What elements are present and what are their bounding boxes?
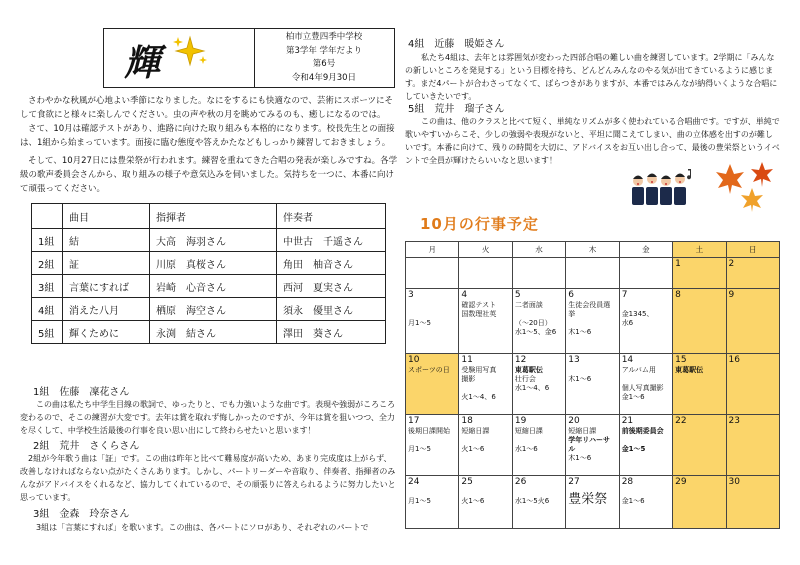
calendar-day-cell bbox=[673, 476, 726, 529]
calendar-day-cell bbox=[459, 354, 512, 415]
calendar-day-number: 1 bbox=[675, 259, 681, 269]
conductor-cell: 川原 真桜さん bbox=[150, 252, 277, 275]
calendar-day-cell bbox=[459, 289, 512, 354]
calendar-event-text: 受験用写真 bbox=[461, 366, 497, 374]
calendar-event-text: 撮影 bbox=[461, 375, 476, 383]
calendar-event-text: 金1345、 bbox=[621, 310, 654, 318]
calendar-day-number: 9 bbox=[728, 290, 735, 300]
calendar-day-cell bbox=[566, 289, 619, 354]
calendar-event-text bbox=[515, 310, 563, 319]
calendar-day-cell bbox=[512, 415, 565, 476]
calendar-week-row bbox=[406, 354, 780, 415]
calendar-day-number: 7 bbox=[621, 290, 628, 300]
table-header-cell bbox=[32, 204, 63, 229]
calendar-day-number: 20 bbox=[568, 416, 580, 426]
song-cell: 証 bbox=[63, 252, 150, 275]
comment-3-heading: 3組 金森 玲奈さん bbox=[33, 509, 130, 520]
calendar-day-number: 26 bbox=[514, 477, 527, 487]
weekday-cell: 火 bbox=[459, 242, 512, 258]
calendar-day-number: 4 bbox=[461, 290, 468, 300]
calendar-week-row bbox=[406, 415, 780, 476]
calendar-event-text: 東葛駅伝 bbox=[514, 366, 543, 374]
calendar-day-cell bbox=[726, 289, 779, 354]
calendar-event-text: 短縮日課 bbox=[568, 427, 597, 435]
school-name: 柏市立豊四季中学校 bbox=[285, 32, 363, 42]
calendar-event-text: 金1～5 bbox=[621, 445, 646, 453]
table-row bbox=[32, 229, 386, 252]
conductor-cell: 大高 海羽さん bbox=[150, 229, 277, 252]
calendar-day-cell bbox=[566, 258, 619, 289]
calendar-day-cell bbox=[619, 289, 672, 354]
comment-5-heading: 5組 荒井 瑠子さん bbox=[408, 104, 505, 115]
calendar-day-cell bbox=[726, 258, 779, 289]
weekday-cell: 金 bbox=[619, 242, 672, 258]
calendar-event-text: 生徒会役員選挙 bbox=[568, 301, 611, 318]
calendar-day-number: 15 bbox=[675, 355, 687, 365]
calendar-day-number: 16 bbox=[728, 355, 740, 365]
class-cell: 1組 bbox=[32, 229, 63, 252]
calendar-event-text bbox=[408, 310, 456, 319]
conductor-cell: 栖原 海空さん bbox=[150, 298, 277, 321]
calendar-event-text: 短縮日課 bbox=[514, 427, 543, 435]
calendar-day-cell bbox=[673, 415, 726, 476]
calendar-event-text: 木1～6 bbox=[568, 375, 592, 383]
calendar-event-text bbox=[622, 436, 670, 445]
class-cell: 2組 bbox=[32, 252, 63, 275]
calendar-day-cell bbox=[459, 476, 512, 529]
accompanist-cell: 須永 優里さん bbox=[277, 298, 386, 321]
calendar-day-cell bbox=[566, 415, 619, 476]
title-cell bbox=[104, 29, 255, 87]
calendar-day-number: 17 bbox=[408, 416, 420, 426]
calendar-event-text bbox=[622, 301, 670, 310]
choir-illustration bbox=[628, 165, 698, 207]
october-calendar bbox=[405, 241, 780, 529]
calendar-event-text: 二者面談 bbox=[514, 301, 543, 309]
weekday-cell: 土 bbox=[673, 242, 726, 258]
calendar-event-text: 個人写真撮影 bbox=[621, 384, 664, 392]
intro-paragraph-2: さて、10月は確認テストがあり、進路に向けた取り組みも本格的になります。校長先生との面接は、1組から始まっています。面接に臨む態度や答えかたなどもしっかり練習しておきましょう。 bbox=[20, 124, 395, 148]
calendar-day-number: 13 bbox=[568, 355, 580, 365]
table-row bbox=[32, 321, 386, 344]
calendar-event-text bbox=[461, 488, 509, 497]
calendar-day-cell bbox=[619, 354, 672, 415]
calendar-day-number: 23 bbox=[728, 416, 740, 426]
class-cell: 4組 bbox=[32, 298, 63, 321]
calendar-day-cell bbox=[726, 354, 779, 415]
calendar-event-text: （～20日） bbox=[514, 319, 552, 327]
calendar-day-number: 8 bbox=[675, 290, 681, 300]
calendar-day-number: 29 bbox=[675, 477, 687, 487]
calendar-day-number: 21 bbox=[621, 416, 634, 426]
accompanist-cell: 中世古 千遥さん bbox=[277, 229, 386, 252]
autumn-leaves-illustration bbox=[712, 160, 782, 212]
conductor-cell: 岩崎 心音さん bbox=[150, 275, 277, 298]
calendar-day-cell bbox=[619, 258, 672, 289]
calendar-week-row bbox=[406, 289, 780, 354]
calendar-day-number: 11 bbox=[461, 355, 473, 365]
calendar-day-number: 5 bbox=[514, 290, 521, 300]
calendar-event-text: 前後期委員会 bbox=[621, 427, 664, 435]
calendar-day-cell bbox=[566, 476, 619, 529]
calendar-event-text bbox=[461, 384, 509, 393]
calendar-event-text: 水1～4、6 bbox=[514, 384, 550, 392]
calendar-day-number: 3 bbox=[408, 290, 414, 300]
calendar-event-text: 後期日課開始 bbox=[408, 427, 450, 435]
issue-number: 第6号 bbox=[312, 59, 336, 69]
calendar-event-text bbox=[515, 488, 563, 497]
calendar-day-cell bbox=[512, 354, 565, 415]
comment-1-heading: 1組 佐藤 凜花さん bbox=[33, 387, 130, 398]
table-row bbox=[32, 298, 386, 321]
calendar-title: 10月の行事予定 bbox=[420, 215, 539, 233]
weekday-cell: 日 bbox=[726, 242, 779, 258]
weekday-cell: 木 bbox=[566, 242, 619, 258]
table-row bbox=[32, 275, 386, 298]
weekday-cell: 水 bbox=[512, 242, 565, 258]
calendar-event-text: 国数理社英 bbox=[461, 310, 497, 318]
calendar-day-cell bbox=[459, 415, 512, 476]
calendar-event-text: 豊栄祭 bbox=[568, 492, 608, 507]
calendar-day-number: 19 bbox=[514, 416, 527, 426]
comment-4-body: 私たち4組は、去年とは雰囲気が変わった四部合唱の難しい曲を練習しています。2学期に「みんなの新しいところを発見する」という目標を持ち、どんどんみんなのやる気が出てきているように感じます。まだ4パートが合わさってなくて、ばらつきがありますが、本番ではみんなが納得いくような合唱にしていきたいです。 bbox=[405, 53, 778, 101]
calendar-day-cell bbox=[619, 415, 672, 476]
calendar-day-number: 6 bbox=[568, 290, 574, 300]
calendar-day-cell bbox=[726, 476, 779, 529]
calendar-event-text: 木1～6 bbox=[568, 454, 592, 462]
newsletter-title: 輝 bbox=[124, 42, 161, 84]
song-cell: 言葉にすれば bbox=[63, 275, 150, 298]
calendar-event-text bbox=[408, 488, 456, 497]
calendar-day-number: 30 bbox=[728, 477, 740, 487]
calendar-day-number: 25 bbox=[461, 477, 473, 487]
intro-paragraph-1: さわやかな秋風が心地よい季節になりました。なにをするにも快適なので、芸術にスポーツにそして食欲にと様々に楽しんでください。虫の声や秋の月を眺めてみるのも、癒しになるのでは。 bbox=[20, 96, 393, 120]
calendar-event-text: 水1～6 bbox=[514, 445, 538, 453]
song-cell: 消えた八月 bbox=[63, 298, 150, 321]
calendar-event-text: 短縮日課 bbox=[461, 427, 490, 435]
weekday-cell: 月 bbox=[406, 242, 459, 258]
table-header-cell: 伴奏者 bbox=[277, 204, 386, 229]
calendar-event-text bbox=[408, 436, 456, 445]
calendar-day-cell bbox=[459, 258, 512, 289]
calendar-day-number: 28 bbox=[621, 477, 634, 487]
class-cell: 5組 bbox=[32, 321, 63, 344]
calendar-day-cell bbox=[406, 415, 459, 476]
calendar-event-text: 東葛駅伝 bbox=[675, 366, 704, 374]
calendar-event-text: 水1～5火6 bbox=[514, 497, 550, 505]
comment-3-body: 3組は「言葉にすれば」を歌います。この曲は、各パートにソロがあり、それぞれのパートで bbox=[36, 523, 369, 532]
calendar-day-number: 10 bbox=[408, 355, 420, 365]
calendar-event-text: スポーツの日 bbox=[408, 366, 450, 374]
table-row bbox=[32, 252, 386, 275]
class-cell: 3組 bbox=[32, 275, 63, 298]
calendar-day-number: 27 bbox=[568, 477, 580, 487]
calendar-day-number: 12 bbox=[514, 355, 527, 365]
calendar-day-number: 14 bbox=[621, 355, 634, 365]
accompanist-cell: 澤田 葵さん bbox=[277, 321, 386, 344]
issue-info bbox=[254, 29, 394, 89]
calendar-event-text: 火1～6 bbox=[461, 445, 485, 453]
calendar-day-number: 24 bbox=[408, 477, 420, 487]
conductor-cell: 永渕 結さん bbox=[150, 321, 277, 344]
calendar-event-text: 確認テスト bbox=[461, 301, 497, 309]
calendar-day-cell bbox=[673, 258, 726, 289]
calendar-event-text: 学年リハーサル bbox=[568, 436, 611, 453]
table-header-cell: 曲目 bbox=[63, 204, 150, 229]
newsletter-name: 第3学年 学年だより bbox=[285, 45, 363, 56]
calendar-event-text: 月1～5 bbox=[408, 497, 431, 505]
calendar-day-cell bbox=[566, 354, 619, 415]
calendar-day-cell bbox=[512, 258, 565, 289]
calendar-day-cell bbox=[406, 258, 459, 289]
intro-paragraph-3: そして、10月27日には豊栄祭が行われます。練習を重ねてきた合唱の発表が楽しみですね。各学級の歌声委員会さんから、取り組みの様子や意気込みを伺いました。気持ちを一つに、本番に向けて頑張ってください。 bbox=[20, 156, 398, 194]
calendar-day-cell bbox=[406, 476, 459, 529]
calendar-day-cell bbox=[406, 289, 459, 354]
sparkle-icon bbox=[170, 33, 210, 67]
accompanist-cell: 西河 夏実さん bbox=[277, 275, 386, 298]
calendar-event-text: 水6 bbox=[621, 319, 634, 327]
newsletter-header bbox=[103, 28, 395, 88]
calendar-event-text bbox=[515, 436, 563, 445]
song-cell: 輝くために bbox=[63, 321, 150, 344]
calendar-event-text: 金1～6 bbox=[621, 393, 645, 401]
calendar-weekday-row bbox=[406, 242, 780, 258]
comment-2-heading: 2組 荒井 さくらさん bbox=[33, 441, 140, 452]
calendar-week-row bbox=[406, 258, 780, 289]
comment-1-body: この曲は私たち中学生目線の歌詞で、ゆったりと、でも力強いような曲です。表現や強弱がころころ変わるので、そこの練習が大変です。去年は賞を取れず悔しかったのですが、今年は賞を狙いつつ、全力を尽くして、中学校生活最後の行事を良い思い出にして終わらせたいと思います！ bbox=[20, 400, 396, 435]
calendar-day-cell bbox=[512, 476, 565, 529]
calendar-event-text: アルバム用 bbox=[621, 366, 656, 374]
calendar-week-row bbox=[406, 476, 780, 529]
calendar-day-cell bbox=[406, 354, 459, 415]
calendar-event-text bbox=[568, 319, 616, 328]
calendar-day-cell bbox=[726, 415, 779, 476]
calendar-event-text bbox=[461, 436, 509, 445]
calendar-event-text bbox=[408, 301, 456, 310]
calendar-event-text bbox=[622, 488, 670, 497]
comment-5-body: この曲は、他のクラスと比べて短く、単純なリズムが多く使われている合唱曲です。ですが、単純で歌いやすいからこそ、少しの強弱や表現がないと、平坦に聞こえてしまい、曲の立体感を出すのが難しいです。本番に向けて、残りの時間を大切に、アドバイスをお互い出し合って、最後の豊栄祭というイベントで全員が輝けたらいいなと思います！ bbox=[405, 117, 780, 165]
calendar-event-text bbox=[622, 375, 670, 384]
comment-4-heading: 4組 近藤 暖姫さん bbox=[408, 39, 505, 50]
calendar-day-number: 18 bbox=[461, 416, 473, 426]
calendar-event-text: 月1～5 bbox=[408, 445, 431, 453]
table-header-row bbox=[32, 204, 386, 229]
calendar-day-cell bbox=[673, 289, 726, 354]
song-cell: 結 bbox=[63, 229, 150, 252]
calendar-event-text: 水1～5、金6 bbox=[514, 328, 557, 336]
calendar-day-number: 22 bbox=[675, 416, 687, 426]
calendar-event-text: 木1～6 bbox=[568, 328, 592, 336]
calendar-day-cell bbox=[619, 476, 672, 529]
comment-2-body: 2組が今年歌う曲は「証」です。この曲は昨年と比べて難易度が高いため、あまり完成度は上がらず、改善しなければならない点がたくさんあります。しかし、パートリーダーや音取り、伴奏者、指揮者のみんながアドバイスをくれるなど、協力してくれているので、その頑張りに答えられるように努力したいと思っています。 bbox=[20, 454, 396, 502]
calendar-day-number: 2 bbox=[728, 259, 735, 269]
issue-date: 令和4年9月30日 bbox=[291, 72, 357, 83]
calendar-event-text bbox=[568, 366, 616, 375]
calendar-event-text: 月1～5 bbox=[408, 319, 431, 327]
calendar-event-text: 壮行会 bbox=[514, 375, 536, 383]
table-header-cell: 指揮者 bbox=[150, 204, 277, 229]
calendar-event-text: 火1～4、6 bbox=[461, 393, 496, 401]
calendar-day-cell bbox=[512, 289, 565, 354]
calendar-event-text: 火1～6 bbox=[461, 497, 485, 505]
accompanist-cell: 角田 柚音さん bbox=[277, 252, 386, 275]
calendar-event-text: 金1～6 bbox=[621, 497, 645, 505]
chorus-songs-table bbox=[31, 203, 386, 344]
calendar-day-cell bbox=[673, 354, 726, 415]
